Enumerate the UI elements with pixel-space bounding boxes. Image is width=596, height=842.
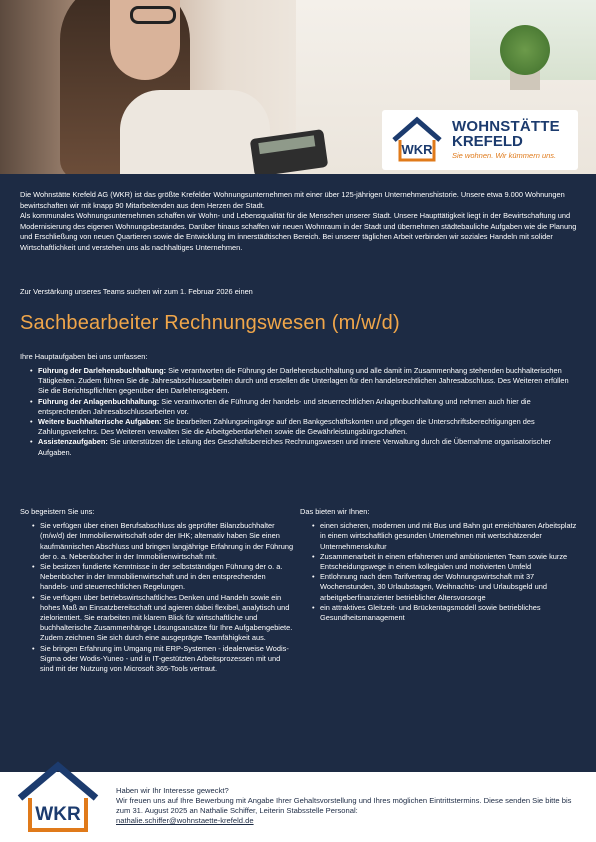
offer-item: • Entlohnung nach dem Tarifvertrag der Wohnungswirtschaft mit 37 Wochenstunden, 30 Urlaubstagen, Weihnachts- und Urlaubsgeld und arbeitgeberfinanzierter betrieblicher Altersvorsorge [312, 572, 578, 603]
offer-column [300, 507, 578, 623]
offer-item: • Zusammenarbeit in einem erfahrenen und ambitionierten Team sowie kurze Entscheidungswege in einem kollegialen und motivierten Umfeld [312, 552, 578, 572]
logo-line-2: KREFELD [452, 133, 523, 150]
company-logo[interactable] [382, 110, 578, 170]
task-title: Assistenzaufgaben: [38, 437, 108, 447]
profile-heading: So begeistern Sie uns: [20, 507, 95, 516]
job-ad-body [0, 174, 596, 772]
profile-item: • Sie besitzen fundierte Kenntnisse in der selbstständigen Führung der o. a. Nebenbücher in der Immobilienwirtschaft und in den entsprechenden handels- und steuerrechtlichen Regelungen. [32, 562, 294, 593]
task-text: Sie verantworten die Führung der Darlehensbuchhaltung und alle damit im Zusammenhang stehenden buchhalterischen Tätigkeiten. Zudem führen Sie die Jahresabschlussarbeiten durch und erstellen die Unterlagen für den handelsrechtlichen Jahresabschluss. Des Weiteren erfüllen Sie die Berichtspflichten gegenüber den Darlehensgebern. [38, 366, 569, 396]
task-item [30, 366, 578, 397]
plant [500, 25, 550, 75]
company-intro [20, 190, 580, 253]
footer [0, 772, 596, 842]
person-shirt [120, 90, 270, 174]
offer-item: • ein attraktives Gleitzeit- und Brückentagsmodell sowie betriebliches Gesundheitsmanagement [312, 603, 578, 623]
logo-mark: WKR [401, 142, 433, 157]
intro-paragraph: Als kommunales Wohnungsunternehmen schaffen wir Wohn- und Lebensqualität für die Menschen unserer Stadt. Unsere Haupttätigkeit liegt in der Bewirtschaftung und Modernisierung des eigenen Wohnungsbestandes. Darüber hinaus schaffen wir neuen Wohnraum in der Stadt und übernehmen städtebauliche Aufgaben wie die Planung und Erschließung von neuen Quartieren sowie die Entwicklung im innerstädtischen Bereich. Bei unserer täglichen Arbeit verbinden wir soziales Handeln mit solider Wirtschaftlichkeit und verstehen uns als nachhaltiges Unternehmen. [20, 211, 577, 252]
contact-email-link[interactable]: nathalie.schiffer@wohnstaette-krefeld.de [116, 816, 254, 825]
offer-item: • einen sicheren, modernen und mit Bus und Bahn gut erreichbaren Arbeitsplatz in einem wirtschaftlich gesunden Unternehmen mit wertschätzender Unternehmenskultur [312, 521, 578, 552]
house-logo-icon [390, 114, 444, 166]
task-item [30, 437, 578, 457]
profile-list [20, 521, 294, 674]
task-title: Führung der Darlehensbuchhaltung: [38, 366, 167, 375]
task-title: Führung der Anlagenbuchhaltung: [38, 396, 160, 406]
profile-column [20, 507, 294, 674]
glasses [130, 6, 176, 24]
task-title: Weitere buchhalterische Aufgaben: [38, 417, 162, 427]
task-item [30, 417, 578, 437]
tasks-list [30, 366, 578, 458]
tasks-heading: Ihre Hauptaufgaben bei uns umfassen: [20, 352, 148, 361]
logo-tagline: Sie wohnen. Wir kümmern uns. [452, 151, 557, 160]
contact-instructions: Wir freuen uns auf Ihre Bewerbung mit Angabe Ihrer Gehaltsvorstellung und Ihres möglichen Eintrittstermins. Diese senden Sie bitte bis zum 31. August 2025 an Nathalie Schiffer, Leiterin Stabsstelle Personal: [116, 796, 572, 815]
job-title: Sachbearbeiter Rechnungswesen (m/w/d) [20, 312, 400, 334]
lead-sentence: Zur Verstärkung unseres Teams suchen wir zum 1. Februar 2026 einen [20, 287, 253, 296]
logo-line-1: WOHNSTÄTTE [452, 118, 560, 135]
task-item [30, 397, 578, 417]
task-text: Sie bearbeiten Zahlungseingänge auf den Bankgeschäftskonten und pflegen die Unterschriftsberechtigungen des Zahlungsverkehrs. Des Weiteren verwalten Sie die Arbeitgeberdarlehen sowie die Gewährleistungsbürgschaften. [38, 417, 535, 437]
task-text: Sie verantworten die Führung der handels- und steuerrechtlichen Anlagenbuchhaltung und nehmen auch hier die entsprechenden Jahresabschlussarbeiten vor. [38, 396, 531, 416]
intro-paragraph: Die Wohnstätte Krefeld AG (WKR) ist das größte Krefelder Wohnungsunternehmen mit einer über 125-jährigen Unternehmenshistorie. Unsere etwa 9.000 Wohnungen bewirtschaften wir mit knapp 90 Mitarbeitenden aus dem Herzen der Stadt. [20, 190, 565, 210]
profile-item: • Sie verfügen über einen Berufsabschluss als geprüfter Bilanzbuchhalter (m/w/d) der Immobilienwirtschaft oder der IHK; alternativ haben Sie einen kaufmännischen Abschluss und bringen langjährige Erfahrung in der Führung der o. a. Nebenbücher in der Immobilienwirtschaft mit. [32, 521, 294, 562]
header-photo [0, 0, 596, 174]
offer-heading: Das bieten wir Ihnen: [300, 507, 370, 516]
profile-item: • Sie verfügen über betriebswirtschaftliches Denken und Handeln sowie ein hohes Maß an Einsatzbereitschaft und agieren dabei flexibel, analytisch und zielorientiert. Sie erarbeiten mit klarem Blick für wirtschaftliche und buchhalterische Zusammenhänge Lösungsansätze für Ihre Aufgabengebiete. Zudem zeichnen Sie sich durch eine ausgeprägte Teamfähigkeit aus. [32, 593, 294, 644]
wkr-house-icon [16, 758, 100, 838]
offer-list [300, 521, 578, 623]
footer-logo-mark: WKR [35, 804, 81, 825]
contact-text [116, 786, 586, 826]
contact-question: Haben wir Ihr Interesse geweckt? [116, 786, 229, 795]
task-text: Sie unterstützen die Leitung des Geschäftsbereiches Rechnungswesen und innere Verwaltung durch die Übernahme organisatorischer Aufgaben. [38, 437, 552, 457]
profile-item: • Sie bringen Erfahrung im Umgang mit ERP-Systemen - idealerweise Wodis-Sigma oder Wodis-Yuneo - und in IT-gestützten Arbeitsprozessen mit und sind mit der Nutzung von Microsoft 365-Tools vertraut. [32, 644, 294, 675]
